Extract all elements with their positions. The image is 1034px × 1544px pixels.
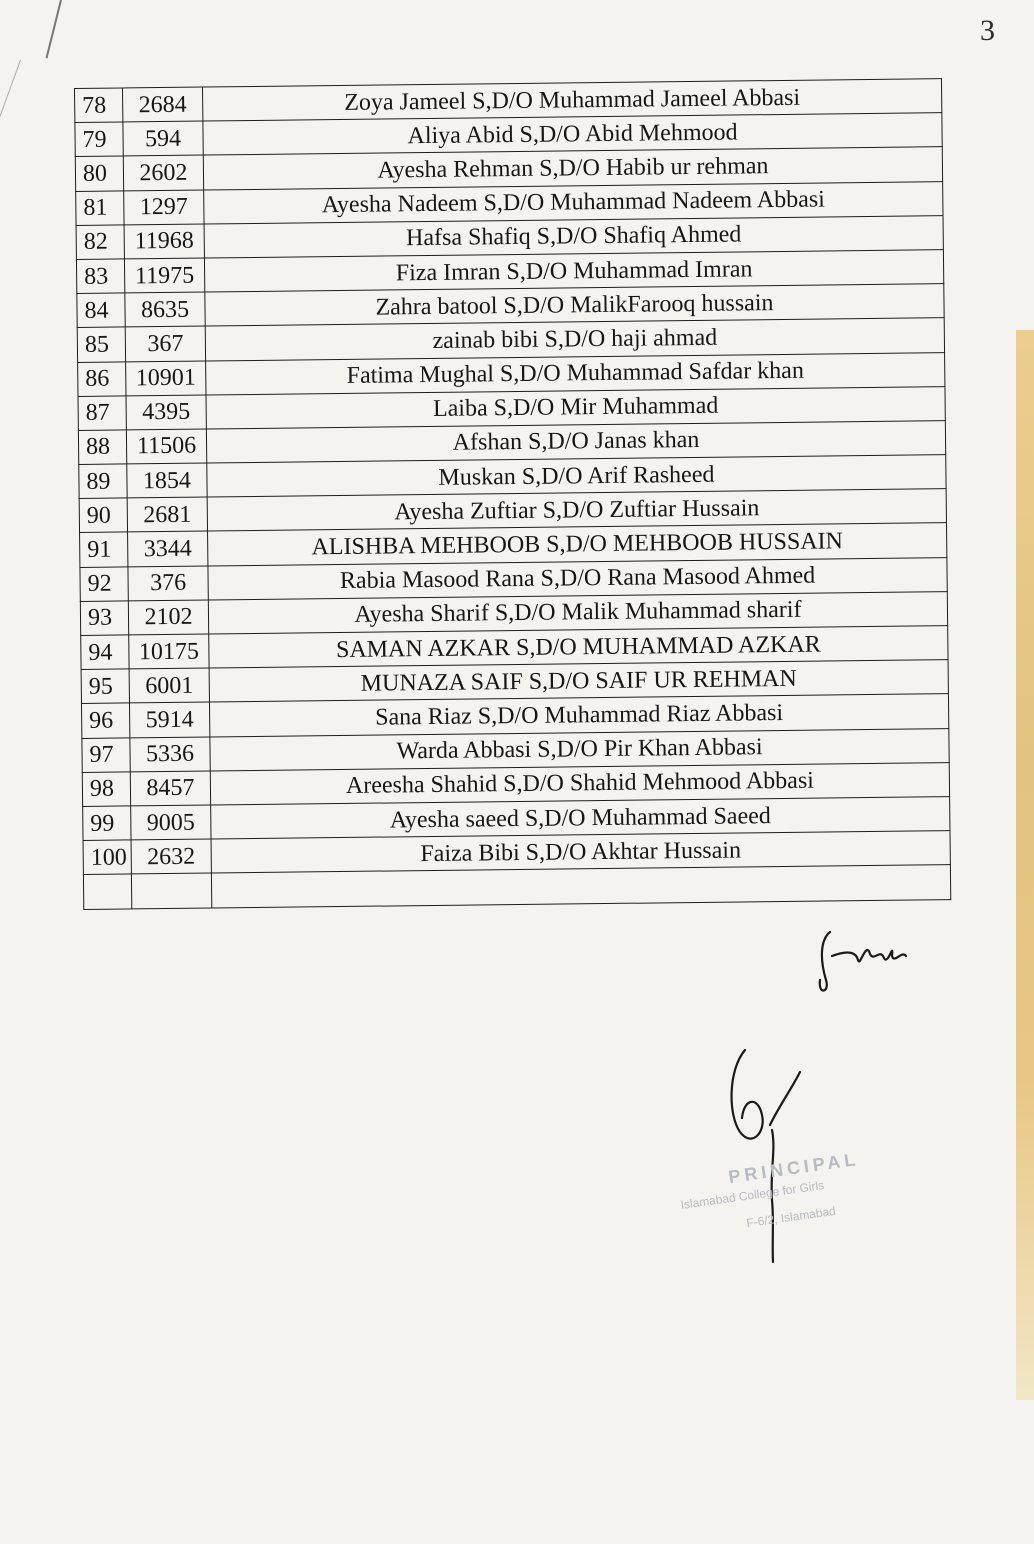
principal-signature (732, 1050, 800, 1262)
serial-cell: 99 (83, 806, 131, 841)
student-name-cell: Sana Riaz S,D/O Muhammad Riaz Abbasi (209, 694, 948, 737)
page-number: 3 (980, 14, 995, 47)
student-name-cell: Warda Abbasi S,D/O Pir Khan Abbasi (210, 728, 949, 771)
student-name-cell: Ayesha Sharif S,D/O Malik Muhammad sharif (208, 591, 947, 634)
student-name-cell: Laiba S,D/O Mir Muhammad (206, 386, 945, 429)
roll-number-cell: 2602 (123, 155, 203, 190)
student-name-cell: Muskan S,D/O Arif Rasheed (207, 455, 946, 498)
empty-cell (131, 873, 211, 909)
student-name-cell: ALISHBA MEHBOOB S,D/O MEHBOOB HUSSAIN (208, 523, 947, 566)
student-list-table (74, 78, 951, 910)
empty-cell (211, 865, 950, 908)
serial-cell: 81 (76, 191, 124, 226)
serial-cell: 92 (80, 567, 128, 602)
roll-number-cell: 2102 (128, 600, 208, 635)
roll-number-cell: 376 (128, 566, 208, 601)
serial-cell: 88 (78, 430, 126, 465)
serial-cell: 85 (77, 327, 125, 362)
serial-cell: 91 (80, 532, 128, 567)
student-name-cell: zainab bibi S,D/O haji ahmad (205, 318, 944, 361)
student-name-cell: Faiza Bibi S,D/O Akhtar Hussain (211, 831, 950, 874)
roll-number-cell: 11975 (124, 258, 204, 293)
roll-number-cell: 10175 (129, 634, 209, 669)
roll-number-cell: 10901 (126, 361, 206, 396)
roll-number-cell: 594 (123, 121, 203, 156)
student-name-cell: Zoya Jameel S,D/O Muhammad Jameel Abbasi (202, 79, 941, 122)
serial-cell: 87 (78, 396, 126, 431)
fold-mark (46, 0, 62, 58)
serial-cell: 83 (76, 259, 124, 294)
student-name-cell: Ayesha Nadeem S,D/O Muhammad Nadeem Abbasi (204, 181, 943, 224)
roll-number-cell: 5914 (129, 702, 209, 737)
roll-number-cell: 2632 (131, 839, 211, 874)
roll-number-cell: 1854 (127, 463, 207, 498)
stamp-line2: F-6/2, Islamabad (745, 1203, 837, 1231)
roll-number-cell: 1297 (124, 190, 204, 225)
page-edge-shadow (1016, 330, 1034, 1400)
roll-number-cell: 8457 (130, 771, 210, 806)
student-name-cell: Ayesha Zuftiar S,D/O Zuftiar Hussain (207, 489, 946, 532)
serial-cell: 86 (78, 361, 126, 396)
signature-block (680, 910, 980, 1270)
roll-number-cell: 6001 (129, 668, 209, 703)
serial-cell: 78 (75, 88, 123, 123)
roll-number-cell: 367 (125, 326, 205, 361)
serial-cell: 96 (81, 703, 129, 738)
roll-number-cell: 8635 (125, 292, 205, 327)
student-name-cell: MUNAZA SAIF S,D/O SAIF UR REHMAN (209, 660, 948, 703)
serial-cell: 80 (75, 156, 123, 191)
student-name-cell: Afshan S,D/O Janas khan (206, 421, 945, 464)
student-name-cell: Fatima Mughal S,D/O Muhammad Safdar khan (206, 352, 945, 395)
student-name-cell: Fiza Imran S,D/O Muhammad Imran (204, 250, 943, 293)
roll-number-cell: 3344 (128, 531, 208, 566)
roll-number-cell: 2684 (123, 87, 203, 122)
student-name-cell: Ayesha saeed S,D/O Muhammad Saeed (211, 797, 950, 840)
roll-number-cell: 11506 (126, 429, 206, 464)
student-name-cell: Zahra batool S,D/O MalikFarooq hussain (205, 284, 944, 327)
stamp-line1: Islamabad College for Girls (679, 1177, 826, 1213)
serial-cell: 97 (82, 737, 130, 772)
roll-number-cell: 5336 (130, 737, 210, 772)
serial-cell: 98 (82, 772, 130, 807)
student-name-cell: Rabia Masood Rana S,D/O Rana Masood Ahmed (208, 557, 947, 600)
serial-cell: 100 (83, 840, 131, 875)
student-name-cell: Hafsa Shafiq S,D/O Shafiq Ahmed (204, 215, 943, 258)
table-body (75, 79, 951, 910)
stamp-title: PRINCIPAL (727, 1148, 861, 1188)
student-name-cell: Ayesha Rehman S,D/O Habib ur rehman (203, 147, 942, 190)
initials-signature (820, 932, 906, 991)
fold-mark (0, 60, 21, 164)
serial-cell: 94 (81, 635, 129, 670)
student-name-cell: Areesha Shahid S,D/O Shahid Mehmood Abbasi (210, 762, 949, 805)
student-name-cell: SAMAN AZKAR S,D/O MUHAMMAD AZKAR (209, 626, 948, 669)
serial-cell: 95 (81, 669, 129, 704)
serial-cell: 84 (77, 293, 125, 328)
roll-number-cell: 11968 (124, 224, 204, 259)
roll-number-cell: 2681 (127, 497, 207, 532)
empty-cell (83, 874, 131, 910)
serial-cell: 79 (75, 122, 123, 157)
roll-number-cell: 9005 (131, 805, 211, 840)
serial-cell: 93 (80, 601, 128, 636)
student-name-cell: Aliya Abid S,D/O Abid Mehmood (203, 113, 942, 156)
serial-cell: 82 (76, 225, 124, 260)
serial-cell: 90 (79, 498, 127, 533)
serial-cell: 89 (79, 464, 127, 499)
roll-number-cell: 4395 (126, 395, 206, 430)
